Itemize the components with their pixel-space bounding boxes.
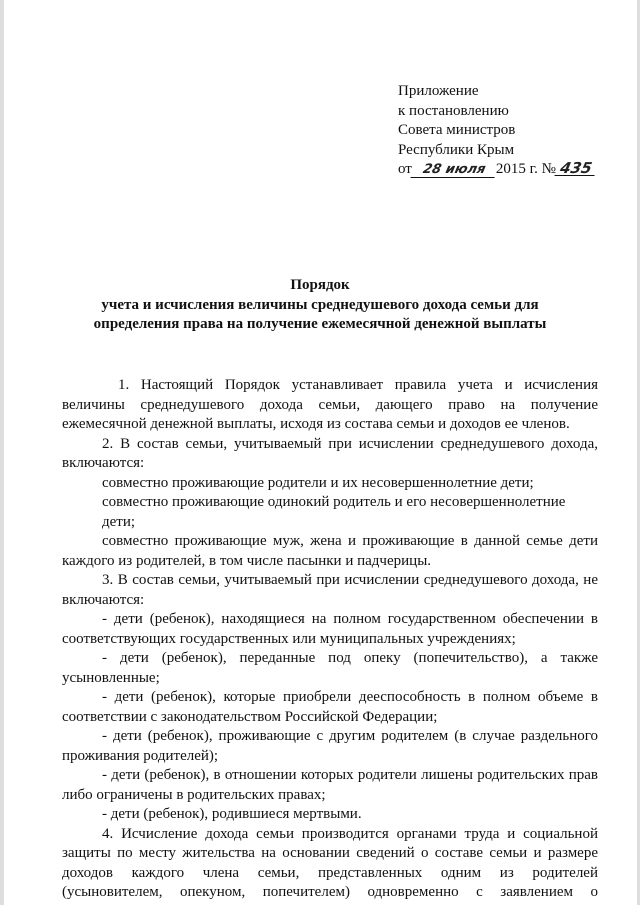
title-line-3: определения права на получение ежемесячной денежной выплаты bbox=[93, 316, 547, 332]
resolution-ref: к постановлению bbox=[398, 102, 509, 119]
document-body bbox=[62, 376, 598, 903]
appendix-label: Приложение bbox=[398, 83, 479, 99]
date-prefix: от bbox=[398, 161, 412, 177]
paragraph-4: 4. Исчисление дохода семьи производится органами труда и социальной защиты по месту жительства на основании сведений о составе семьи и размере доходов каждого члена семьи, представленных одним из родителей (усыновителем, опекуном, попечителем) одновременно с заявлением о bbox=[62, 825, 598, 900]
paragraph-3-item-c: - дети (ребенок), которые приобрели дееспособность в полном объеме в соответствии с законодательством Российской Федерации; bbox=[62, 689, 598, 725]
council-name: Совета министров bbox=[398, 122, 516, 138]
paragraph-2-item-b-line1: совместно проживающие одинокий родитель и его несовершеннолетние bbox=[102, 494, 566, 510]
paragraph-1: 1. Настоящий Порядок устанавливает правила учета и исчисления величины среднедушевого дохода семьи, дающего право на получение ежемесячной денежной выплаты, исходя из состава семьи и доходов ее членов. bbox=[62, 377, 598, 432]
paragraph-2-item-a: совместно проживающие родители и их несовершеннолетние дети; bbox=[102, 474, 534, 491]
title-line-1: Порядок bbox=[290, 277, 350, 293]
approval-block bbox=[398, 82, 596, 180]
paragraph-2: 2. В состав семьи, учитываемый при исчислении среднедушевого дохода, включаются: bbox=[62, 435, 598, 471]
paragraph-2-item-c: совместно проживающие муж, жена и проживающие в данной семье дети каждого из родителей, в том числе пасынки и падчерицы. bbox=[62, 533, 598, 569]
document-title bbox=[40, 276, 600, 335]
paragraph-3: 3. В состав семьи, учитываемый при исчислении среднедушевого дохода, не включаются: bbox=[62, 572, 598, 608]
paragraph-2-item-b-line2: дети; bbox=[102, 513, 136, 530]
paragraph-3-item-f: - дети (ребенок), родившиеся мертвыми. bbox=[102, 806, 362, 822]
paragraph-3-item-b: - дети (ребенок), переданные под опеку (попечительство), а также усыновленные; bbox=[62, 650, 598, 686]
handwritten-number: 435 bbox=[554, 161, 597, 176]
title-line-2: учета и исчисления величины среднедушевого дохода семьи для bbox=[101, 296, 539, 313]
date-line bbox=[398, 160, 596, 180]
date-suffix: 2015 г. № bbox=[495, 161, 556, 177]
scan-edge-left bbox=[0, 0, 4, 905]
republic-name: Республики Крым bbox=[398, 141, 515, 158]
paragraph-3-item-a: - дети (ребенок), находящиеся на полном государственном обеспечении в соответствующих государственных или муниципальных учреждениях; bbox=[62, 611, 598, 647]
paragraph-3-item-e: - дети (ребенок), в отношении которых родители лишены родительских прав либо ограничены в родительских правах; bbox=[62, 767, 598, 803]
paragraph-3-item-d: - дети (ребенок), проживающие с другим родителем (в случае раздельного проживания родителей); bbox=[62, 728, 598, 764]
handwritten-date: 28 июля bbox=[410, 163, 497, 178]
